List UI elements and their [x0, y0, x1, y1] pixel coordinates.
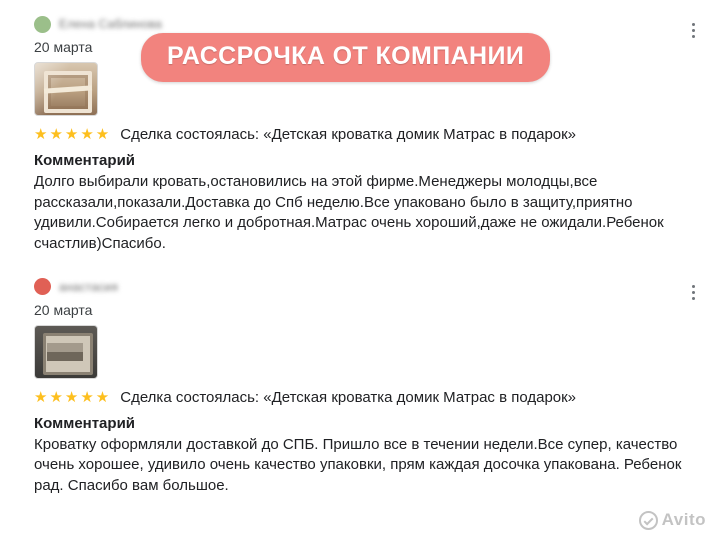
reviewer-row [34, 14, 684, 34]
review-options-button[interactable] [684, 281, 702, 305]
reviewer-name: анастасия [59, 279, 119, 294]
avatar [34, 16, 51, 33]
review-date: 20 марта [34, 39, 93, 55]
review-options-button[interactable] [684, 18, 702, 42]
deal-status-text: Сделка состоялась: «Детская кроватка домик Матрас в подарок» [120, 126, 577, 143]
comment-body: Кроватку оформляли доставкой до СПБ. Пришло все в течении недели.Все супер, качество очень хорошее, удивило очень качество упаковки, прям каждая досочка упакована. Ребенок рад. Спасибо вам большое. [34, 435, 682, 495]
avito-watermark [639, 510, 706, 530]
avatar [34, 278, 51, 295]
dot [692, 23, 695, 26]
watermark-text: Avito [661, 510, 706, 529]
reviewer-row [34, 277, 684, 297]
dot [692, 291, 695, 294]
deal-status-text: Сделка состоялась: «Детская кроватка домик Матрас в подарок» [120, 388, 577, 406]
star-rating: ★★★★★ [34, 126, 112, 143]
rating-row [34, 126, 684, 143]
review-photo[interactable] [34, 325, 98, 379]
star-rating: ★★★★★ [34, 388, 112, 406]
reviewer-name: Елена Саблинова [59, 17, 163, 31]
dot [692, 29, 695, 32]
review-photo[interactable] [34, 62, 98, 116]
dot [692, 297, 695, 300]
comment-title: Комментарий [34, 414, 136, 432]
promo-banner: РАССРОЧКА ОТ КОМПАНИИ [141, 33, 550, 82]
dot [692, 35, 695, 38]
dot [692, 285, 695, 288]
comment-title: Комментарий [34, 152, 136, 169]
comment-body: Долго выбирали кровать,остановились на этой фирме.Менеджеры молодцы,все рассказали,показали.Доставка до Спб неделю.Все упаковано было в защиту,приятно удивили.Собирается легко и добротная.Матрас очень хороший,даже не ожидали.Ребенок счастлив)Спасибо. [34, 173, 664, 253]
avito-check-icon [639, 511, 658, 530]
review-date: 20 марта [34, 301, 93, 318]
review-item [0, 277, 720, 497]
rating-row [34, 389, 684, 406]
